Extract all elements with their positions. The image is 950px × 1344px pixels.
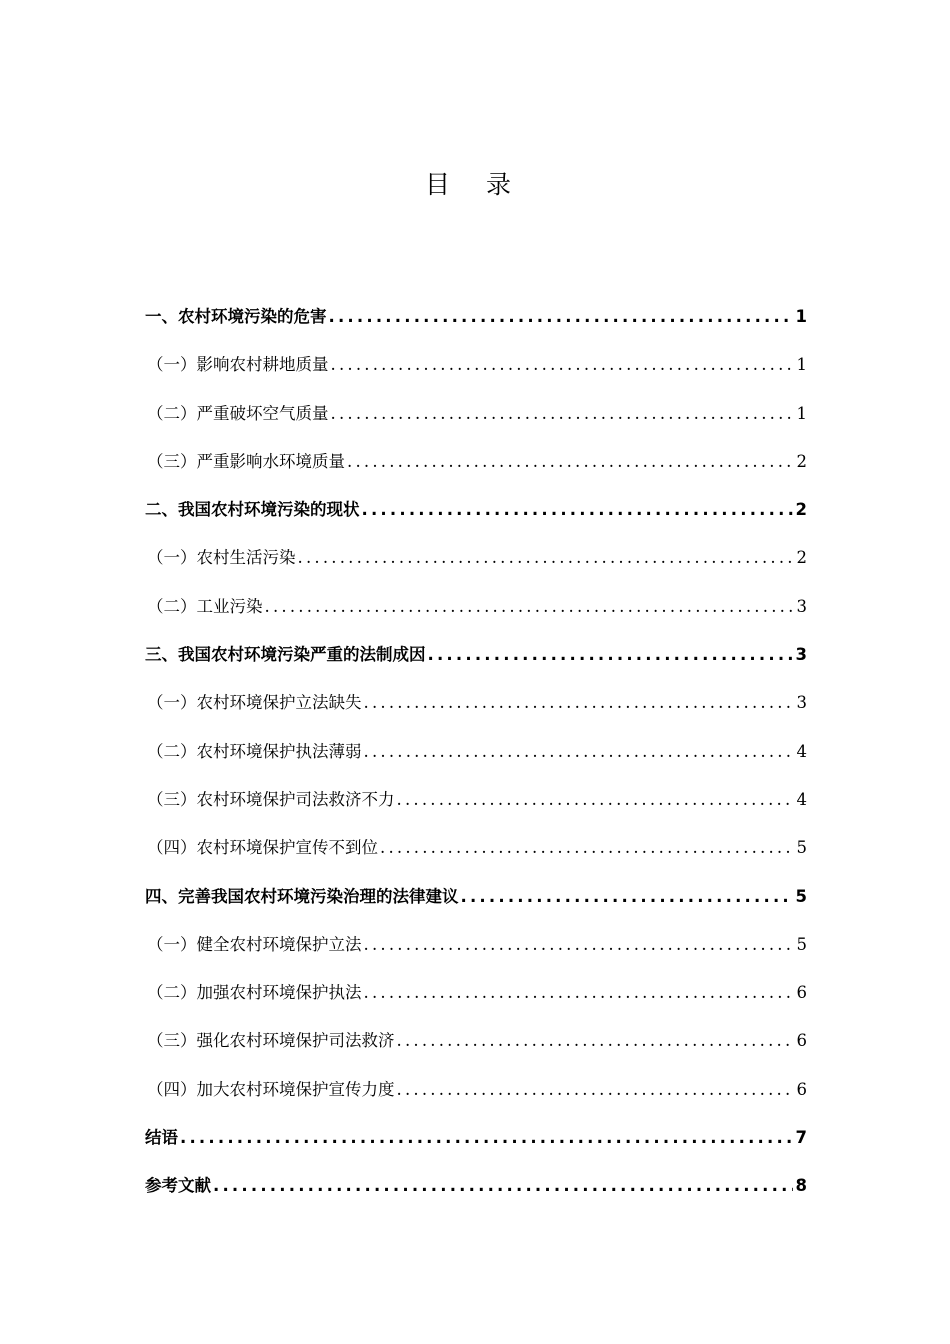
table-of-contents xyxy=(145,302,807,1220)
toc-dot-leader xyxy=(331,350,794,380)
toc-entry-page-number: 1 xyxy=(796,355,807,375)
toc-dot-leader xyxy=(397,785,794,815)
toc-entry[interactable] xyxy=(145,350,807,398)
toc-dot-leader xyxy=(428,640,793,670)
toc-entry-page-number: 3 xyxy=(796,596,807,616)
toc-dot-leader xyxy=(364,978,794,1008)
toc-dot-leader xyxy=(397,1075,794,1105)
toc-entry[interactable] xyxy=(145,1026,807,1074)
toc-dot-leader xyxy=(213,1171,793,1201)
toc-entry-label: 结语 xyxy=(145,1128,178,1148)
toc-entry-label: （三）严重影响水环境质量 xyxy=(147,451,345,471)
toc-entry[interactable] xyxy=(145,640,807,688)
toc-entry[interactable] xyxy=(145,592,807,640)
toc-entry-label: （三）强化农村环境保护司法救济 xyxy=(147,1031,395,1051)
toc-entry[interactable] xyxy=(145,1075,807,1123)
toc-entry-label: （二）农村环境保护执法薄弱 xyxy=(147,741,362,761)
toc-entry-label: （一）影响农村耕地质量 xyxy=(147,355,329,375)
toc-entry-page-number: 8 xyxy=(795,1176,807,1196)
toc-entry[interactable] xyxy=(145,543,807,591)
toc-entry-label: 四、完善我国农村环境污染治理的法律建议 xyxy=(145,886,459,906)
toc-dot-leader xyxy=(329,302,793,332)
toc-dot-leader xyxy=(362,495,793,525)
toc-entry-page-number: 2 xyxy=(796,548,807,568)
toc-entry-page-number: 6 xyxy=(796,1079,807,1099)
toc-entry[interactable] xyxy=(145,785,807,833)
toc-entry-page-number: 3 xyxy=(796,693,807,713)
toc-entry-page-number: 6 xyxy=(796,983,807,1003)
toc-dot-leader xyxy=(265,592,794,622)
toc-entry-page-number: 3 xyxy=(795,645,807,665)
toc-dot-leader xyxy=(461,882,793,912)
toc-entry[interactable] xyxy=(145,930,807,978)
toc-dot-leader xyxy=(180,1123,793,1153)
toc-entry-page-number: 2 xyxy=(796,451,807,471)
toc-entry-label: （四）加大农村环境保护宣传力度 xyxy=(147,1079,395,1099)
toc-entry-label: （一）农村环境保护立法缺失 xyxy=(147,693,362,713)
toc-entry-page-number: 4 xyxy=(796,741,807,761)
toc-entry[interactable] xyxy=(145,1171,807,1219)
toc-entry-page-number: 4 xyxy=(796,789,807,809)
toc-entry-label: 参考文献 xyxy=(145,1176,211,1196)
toc-entry[interactable] xyxy=(145,302,807,350)
toc-entry-label: （一）农村生活污染 xyxy=(147,548,296,568)
toc-entry[interactable] xyxy=(145,495,807,543)
toc-dot-leader xyxy=(331,399,794,429)
toc-dot-leader xyxy=(364,737,794,767)
toc-entry-page-number: 1 xyxy=(795,307,807,326)
toc-entry[interactable] xyxy=(145,737,807,785)
toc-entry-label: （四）农村环境保护宣传不到位 xyxy=(147,838,378,858)
toc-dot-leader xyxy=(397,1026,794,1056)
toc-entry-label: （二）严重破坏空气质量 xyxy=(147,403,329,423)
toc-entry-label: 三、我国农村环境污染严重的法制成因 xyxy=(145,645,426,665)
toc-dot-leader xyxy=(347,447,794,477)
toc-entry[interactable] xyxy=(145,447,807,495)
toc-entry[interactable] xyxy=(145,1123,807,1171)
toc-entry[interactable] xyxy=(145,833,807,881)
toc-dot-leader xyxy=(380,833,794,863)
toc-entry-page-number: 5 xyxy=(795,886,807,906)
toc-entry[interactable] xyxy=(145,688,807,736)
toc-entry-page-number: 5 xyxy=(796,934,807,954)
toc-entry-label: （三）农村环境保护司法救济不力 xyxy=(147,789,395,809)
toc-entry-label: 一、农村环境污染的危害 xyxy=(145,307,327,326)
toc-entry-label: （二）工业污染 xyxy=(147,596,263,616)
toc-entry-label: （二）加强农村环境保护执法 xyxy=(147,983,362,1003)
toc-entry-page-number: 5 xyxy=(796,838,807,858)
toc-entry-page-number: 2 xyxy=(795,500,807,520)
toc-dot-leader xyxy=(298,543,794,573)
toc-dot-leader xyxy=(364,930,794,960)
toc-entry[interactable] xyxy=(145,978,807,1026)
toc-entry-label: （一）健全农村环境保护立法 xyxy=(147,934,362,954)
toc-entry-page-number: 6 xyxy=(796,1031,807,1051)
page-title: 目 录 xyxy=(425,169,525,199)
toc-entry-page-number: 7 xyxy=(795,1128,807,1148)
toc-entry-page-number: 1 xyxy=(796,403,807,423)
toc-entry-label: 二、我国农村环境污染的现状 xyxy=(145,500,360,520)
toc-entry[interactable] xyxy=(145,399,807,447)
toc-dot-leader xyxy=(364,688,794,718)
toc-entry[interactable] xyxy=(145,882,807,930)
